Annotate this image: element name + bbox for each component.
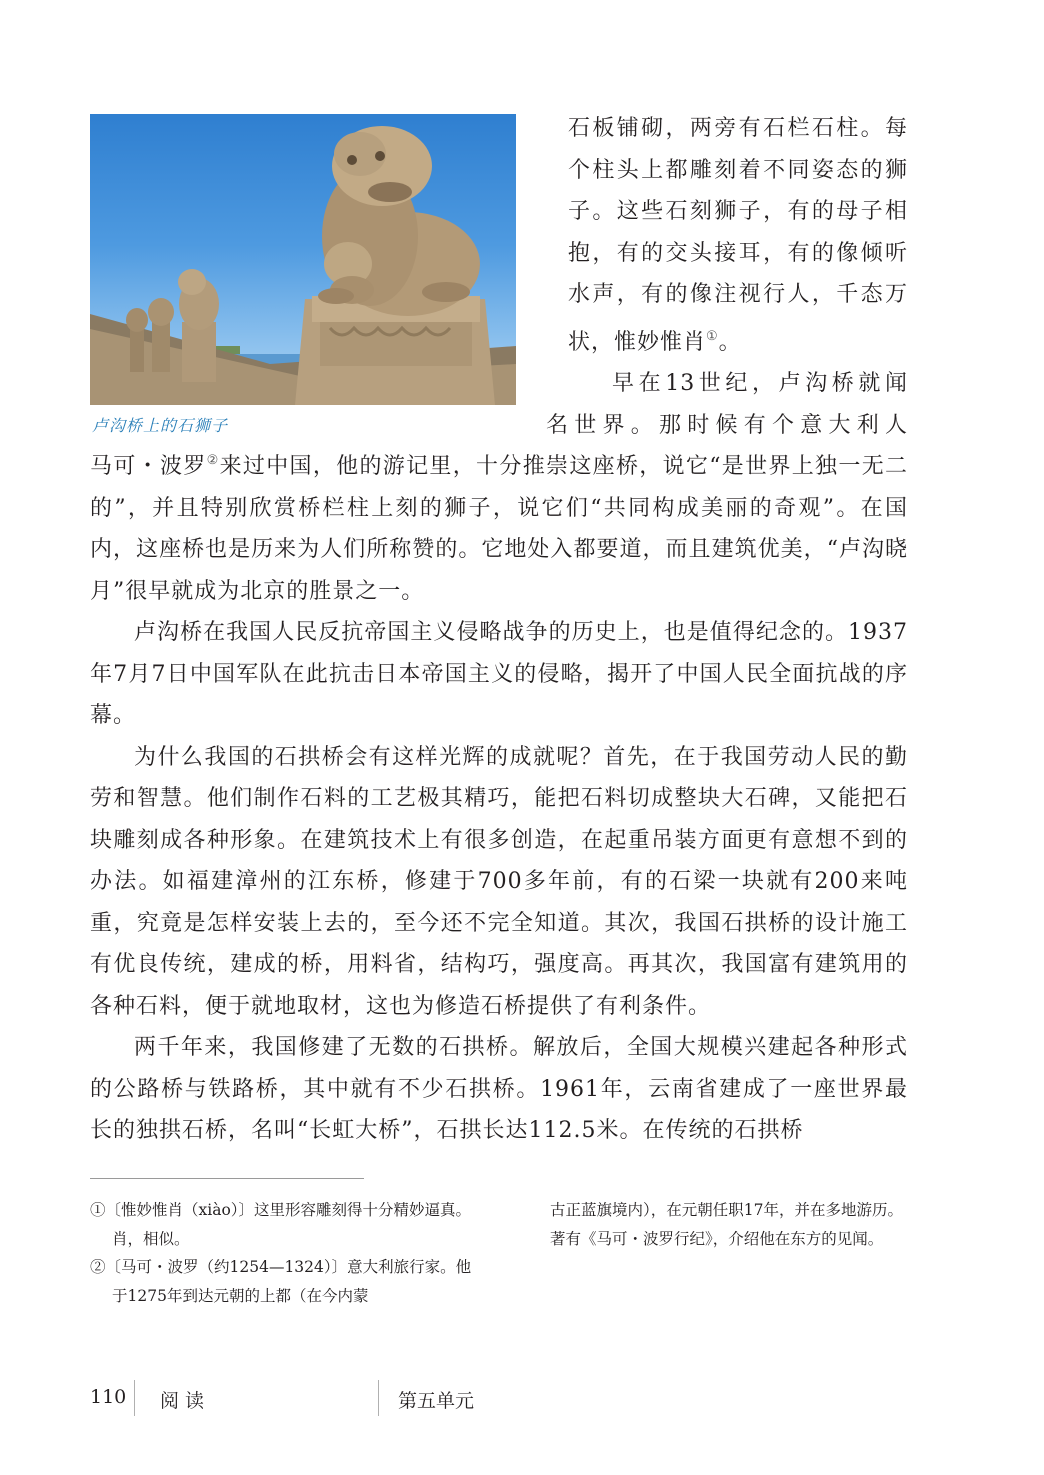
footnote: ②〔马可・波罗（约1254—1324）〕意大利旅行家。他于1275年到达元朝的上都（在今内蒙 xyxy=(90,1258,472,1305)
stone-lion-photo xyxy=(90,114,516,405)
footnote-marker: ① xyxy=(706,328,719,344)
text-line: 抱，有的交头接耳，有的像倾听 xyxy=(568,240,908,266)
section-label: 阅读 xyxy=(160,1390,211,1412)
stone-lion-illustration xyxy=(90,114,516,405)
main-text xyxy=(90,440,908,1152)
text-line: 早在13世纪，卢沟桥就闻 xyxy=(612,371,908,396)
unit-label: 第五单元 xyxy=(398,1390,475,1412)
footnote-continued: 古正蓝旗境内），在元朝任职17年，并在多地游历。著有《马可・波罗行纪》，介绍他在东方的见闻。 xyxy=(550,1201,903,1248)
text-line: 水声，有的像注视行人，千态万 xyxy=(568,282,908,307)
text-line: 石板铺砌，两旁有石栏石柱。每 xyxy=(568,116,908,141)
text-line: 子。这些石刻狮子，有的母子相 xyxy=(568,199,908,224)
paragraph: 两千年来，我国修建了无数的石拱桥。解放后，全国大规模兴建起各种形式的公路桥与铁路桥，其中就有不少石拱桥。1961年，云南省建成了一座世界最长的独拱石桥，名叫“长虹大桥”，石拱长达112.5米。在传统的石拱桥 xyxy=(90,1035,908,1143)
text-line: 名世界。那时候有个意大利人 xyxy=(546,412,908,438)
right-column-text xyxy=(546,108,908,446)
footnotes-right xyxy=(550,1196,910,1253)
paragraph xyxy=(90,440,908,612)
footer-divider xyxy=(378,1380,379,1416)
footnotes-left xyxy=(90,1196,482,1310)
photo-caption: 卢沟桥上的石狮子 xyxy=(92,416,229,435)
text-line: 个柱头上都雕刻着不同姿态的狮 xyxy=(568,157,908,183)
page-number: 110 xyxy=(90,1386,127,1408)
text-fragment: 。 xyxy=(718,329,742,355)
paragraph: 卢沟桥在我国人民反抗帝国主义侵略战争的历史上，也是值得纪念的。1937年7月7日中国军队在此抗击日本帝国主义的侵略，揭开了中国人民全面抗战的序幕。 xyxy=(90,620,908,728)
text-line xyxy=(568,316,908,364)
footnote-divider xyxy=(90,1178,364,1179)
footer-divider xyxy=(134,1380,135,1416)
text-fragment: 来过中国，他的游记里，十分推崇这座桥，说它“是世界上独一无二的”，并且特别欣赏桥栏柱上刻的狮子，说它们“共同构成美丽的奇观”。在国内，这座桥也是历来为人们所称赞的。它地处入都要道，而且建筑优美，“卢沟晓月”很早就成为北京的胜景之一。 xyxy=(90,454,909,604)
footnote: ①〔惟妙惟肖（xiào）〕这里形容雕刻得十分精妙逼真。肖，相似。 xyxy=(90,1201,472,1248)
text-fragment: 马可・波罗 xyxy=(90,454,207,479)
paragraph: 为什么我国的石拱桥会有这样光辉的成就呢？首先，在于我国劳动人民的勤劳和智慧。他们制作石料的工艺极其精巧，能把石料切成整块大石碑，又能把石块雕刻成各种形象。在建筑技术上有很多创造，在起重吊装方面更有意想不到的办法。如福建漳州的江东桥，修建于700多年前，有的石梁一块就有200来吨重，究竟是怎样安装上去的，至今还不完全知道。其次，我国石拱桥的设计施工有优良传统，建成的桥，用料省，结构巧，强度高。再其次，我国富有建筑用的各种石料，便于就地取材，这也为修造石桥提供了有利条件。 xyxy=(90,744,908,1019)
text-fragment: 状，惟妙惟肖 xyxy=(568,329,707,355)
footnote-marker: ② xyxy=(206,453,220,468)
